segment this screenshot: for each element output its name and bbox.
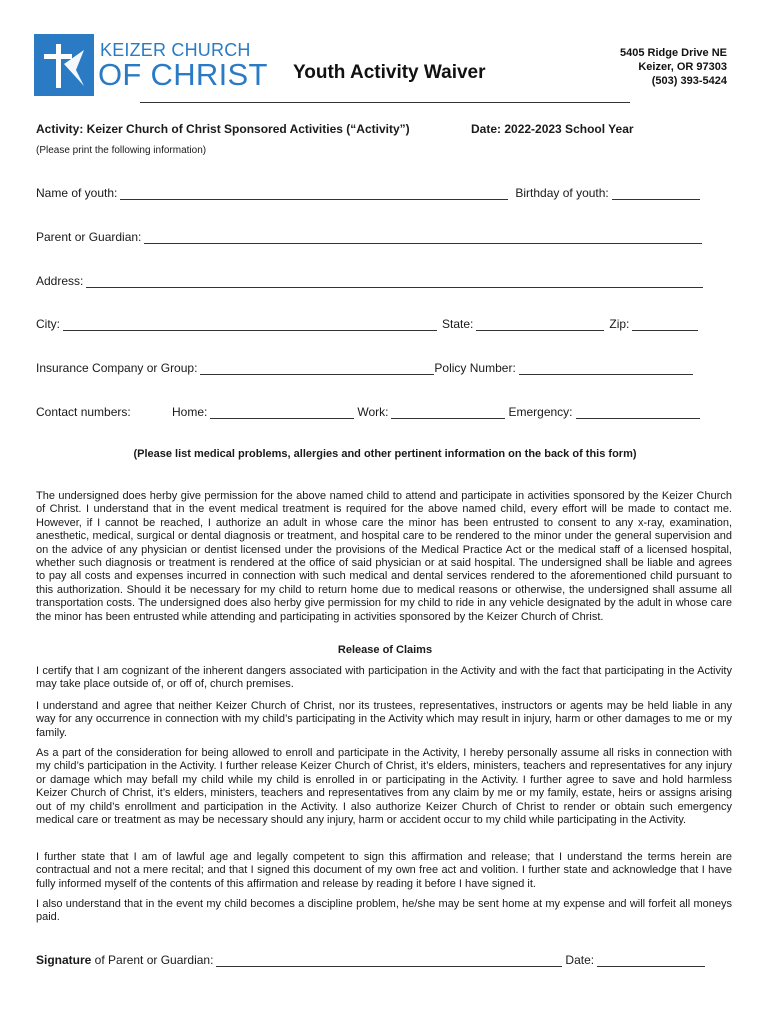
signature-label-bold: Signature bbox=[36, 953, 92, 967]
parent-row bbox=[36, 230, 705, 244]
youth-info-row bbox=[36, 186, 703, 200]
print-note: (Please print the following information) bbox=[36, 145, 207, 156]
date-line: Date: 2022-2023 School Year bbox=[471, 122, 634, 136]
city-input[interactable] bbox=[63, 318, 437, 331]
parent-label: Parent or Guardian: bbox=[36, 230, 142, 244]
release-heading: Release of Claims bbox=[337, 644, 433, 656]
release-paragraph-5: I also understand that in the event my child becomes a discipline problem, he/she may be sent home at my expense and will forfeit all moneys paid. bbox=[36, 898, 732, 924]
signature-input[interactable] bbox=[216, 954, 562, 967]
address-phone: (503) 393-5424 bbox=[651, 75, 727, 87]
release-paragraph-1: I certify that I am cognizant of the inherent dangers associated with participation in the Activity and with the fact that participating in the Activity may take place outside of, or off of, church premises. bbox=[36, 665, 732, 691]
signature-date-input[interactable] bbox=[597, 954, 705, 967]
emergency-label: Emergency: bbox=[508, 405, 573, 419]
page-title: Youth Activity Waiver bbox=[293, 62, 486, 83]
permission-paragraph: The undersigned does herby give permission for the above named child to attend and participate in activities sponsored by the Keizer Church of Christ. I understand that in the event medical treatment is required for the above named child, every effort will be made to contact me. However, if I cannot be reached, I authorize an adult in whose care the minor has been entrusted to consent to any x-ray, examination, anesthetic, medical, surgical or dental diagnosis or treatment, and hospital care to be rendered to the minor under the general supervision and on the advice of any physician or dentist licensed under the provisions of the Medical Practice Act or the medical staff of a licensed hospital, whether such diagnosis or treatment is rendered at the office of said physician or at said hospital. The undersigned shall be liable and agrees to pay all costs and expenses incurred in connection with such medical and dental services rendered to the aforementioned child pursuant to this authorization. Should it be necessary for my child to return home due to medical reasons or otherwise, the undersigned shall assume all transportation costs. The undersigned does also herby give permission for my child to ride in any vehicle designated by the adult in whose care the minor has been entrusted while attending and participating in activities sponsored by the Keizer Church of Christ. bbox=[36, 490, 732, 623]
logo-text-bottom: OF CHRIST bbox=[98, 57, 268, 92]
release-paragraph-4: I further state that I am of lawful age and legally competent to sign this affirmation and release; that I understand the terms herein are contractual and not a mere recital; and that I signed this document of my own free act and volition. I further state and acknowledge that I have fully informed myself of the contents of this affirmation and release by reading it before I have signed it. bbox=[36, 851, 732, 890]
work-label: Work: bbox=[357, 405, 389, 419]
church-address bbox=[620, 46, 727, 88]
address-row bbox=[36, 274, 706, 288]
signature-row bbox=[36, 953, 708, 967]
city-label: City: bbox=[36, 317, 60, 331]
medical-note: (Please list medical problems, allergies and other pertinent information on the back of this form) bbox=[133, 448, 637, 460]
city-row bbox=[36, 317, 701, 331]
address-input[interactable] bbox=[86, 275, 703, 288]
home-phone-input[interactable] bbox=[210, 406, 354, 419]
release-paragraph-3: As a part of the consideration for being allowed to enroll and participate in the Activity, I hereby personally assume all risks in connection with my child’s participation in the Activity. I further release Keizer Church of Christ, it’s elders, ministers, teachers and representatives for any injury or damage which may befall my child while my child is enrolled in or participating in the Activity. I further agree to save and hold harmless Keizer Church of Christ, it’s elders, ministers, teachers and representatives from any claim by me or my family, estate, heirs or assigns arising out of my child’s enrollment and participation in the Activity. I also authorize Keizer Church of Christ to render or obtain such emergency medical care or treatment as may be necessary should any injury, harm or accident occur to my child while participating in the Activity. bbox=[36, 747, 732, 827]
birthday-label: Birthday of youth: bbox=[515, 186, 609, 200]
insurance-input[interactable] bbox=[200, 362, 434, 375]
parent-input[interactable] bbox=[144, 231, 702, 244]
policy-input[interactable] bbox=[519, 362, 693, 375]
home-label: Home: bbox=[172, 405, 208, 419]
contact-label: Contact numbers: bbox=[36, 405, 131, 419]
birthday-input[interactable] bbox=[612, 187, 700, 200]
church-logo bbox=[34, 34, 268, 96]
state-label: State: bbox=[442, 317, 474, 331]
zip-label: Zip: bbox=[609, 317, 630, 331]
logo-text-top: KEIZER CHURCH bbox=[100, 40, 251, 60]
release-paragraph-2: I understand and agree that neither Keizer Church of Christ, nor its trustees, representatives, instructors or agents may be held liable in any way for any occurrence in connection with my child’s participating in the Activity which may result in injury, harm or other damages to me or my family. bbox=[36, 700, 732, 739]
youth-name-input[interactable] bbox=[120, 187, 508, 200]
cross-logo-icon bbox=[34, 34, 94, 96]
address-city: Keizer, OR 97303 bbox=[638, 61, 727, 73]
contact-row bbox=[36, 405, 703, 419]
activity-line: Activity: Keizer Church of Christ Sponsored Activities (“Activity”) bbox=[36, 122, 410, 136]
state-input[interactable] bbox=[476, 318, 604, 331]
insurance-label: Insurance Company or Group: bbox=[36, 361, 198, 375]
zip-input[interactable] bbox=[632, 318, 698, 331]
insurance-row bbox=[36, 361, 696, 375]
address-street: 5405 Ridge Drive NE bbox=[620, 47, 727, 59]
work-phone-input[interactable] bbox=[391, 406, 505, 419]
address-label: Address: bbox=[36, 274, 84, 288]
signature-label: of Parent or Guardian: bbox=[91, 953, 214, 967]
emergency-phone-input[interactable] bbox=[576, 406, 700, 419]
header-divider bbox=[140, 102, 630, 103]
policy-label: Policy Number: bbox=[434, 361, 516, 375]
signature-date-label: Date: bbox=[565, 953, 595, 967]
youth-name-label: Name of youth: bbox=[36, 186, 118, 200]
